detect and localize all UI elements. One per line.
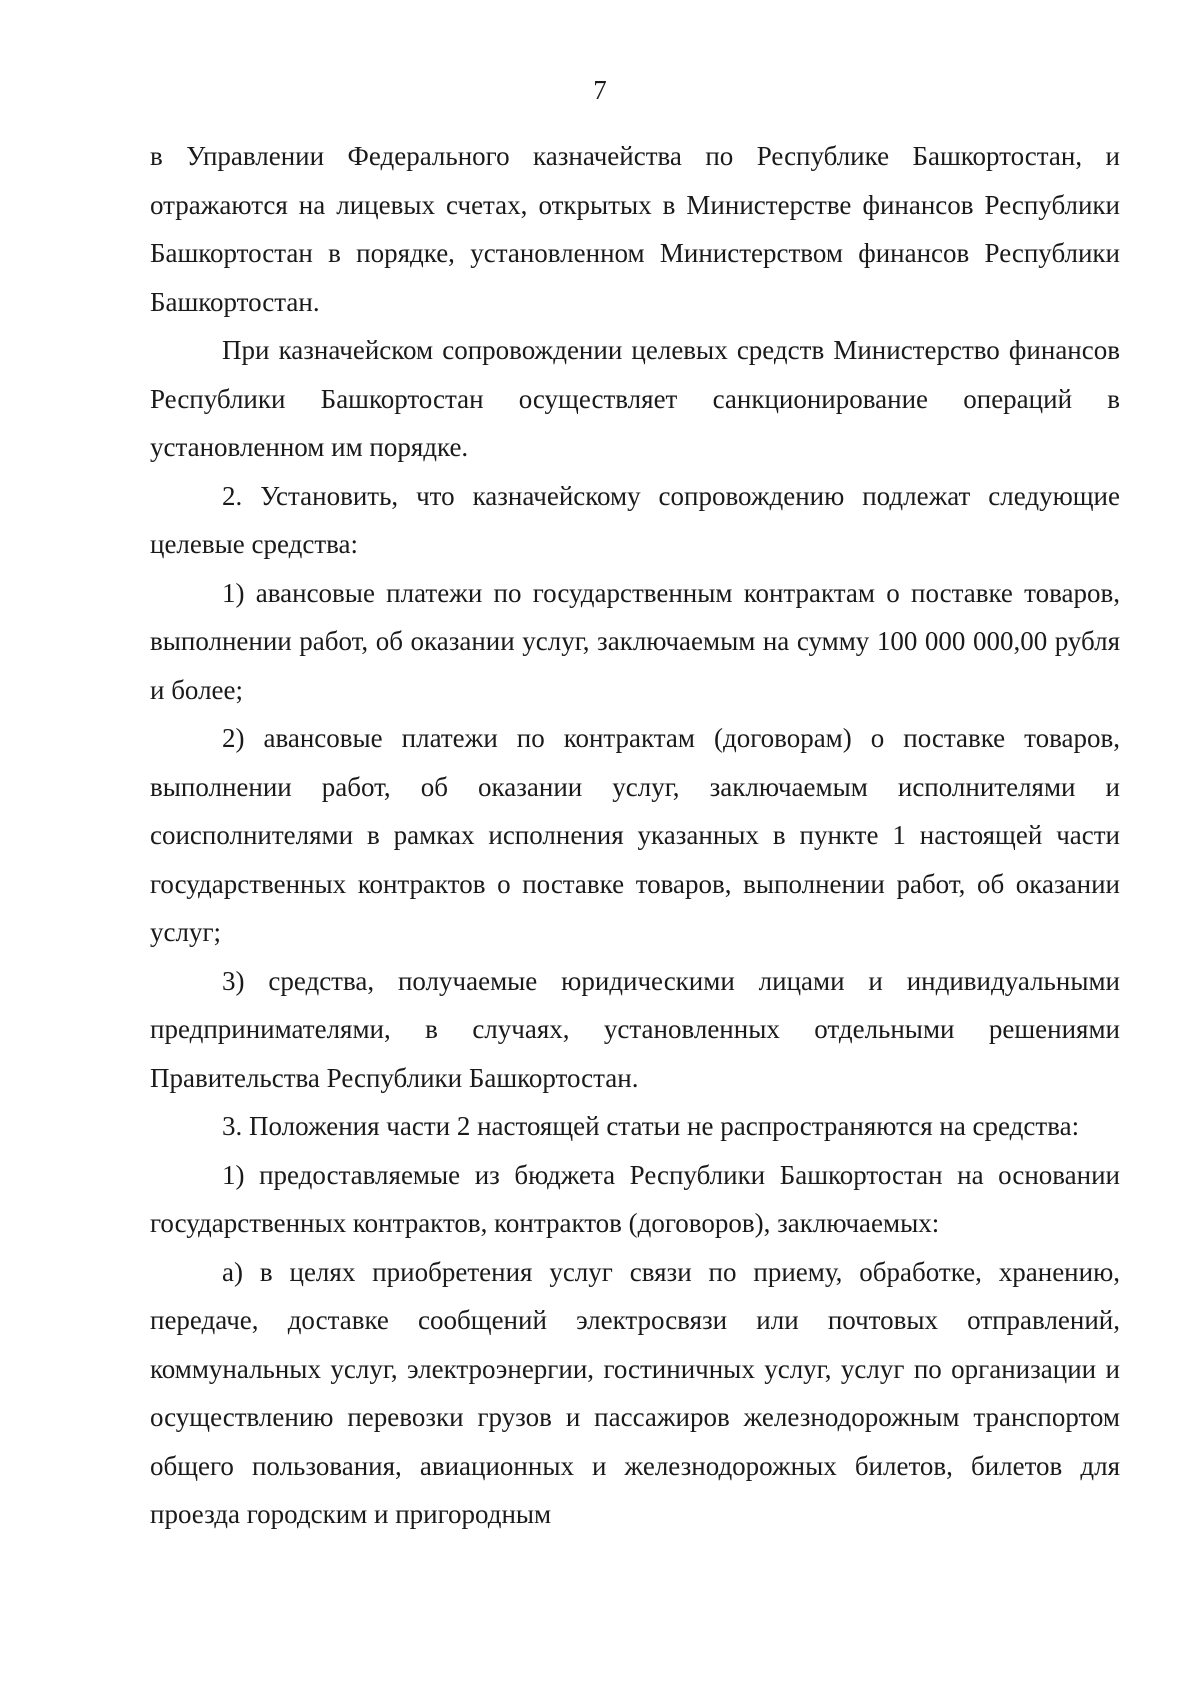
paragraph-part-3: 3. Положения части 2 настоящей статьи не распространяются на средства: xyxy=(222,1111,1080,1141)
paragraph-item-3: 3) средства, получаемые юридическими лицами и индивидуальными предпринимателями, в случаях, установленных отдельными решениями Правительства Республики Башкортостан. xyxy=(150,965,1120,1093)
paragraph-treasury-support: При казначейском сопровождении целевых средств Министерство финансов Республики Башкортостан осуществляет санкционирование операций в установленном им порядке. xyxy=(150,335,1120,462)
paragraph-item-1: 1) авансовые платежи по государственным контрактам о поставке товаров, выполнении работ, об оказании услуг, заключаемым на сумму 100 000 000,00 рубля и более; xyxy=(150,577,1120,705)
paragraph-part-2: 2. Установить, что казначейскому сопровождению подлежат следующие целевые средства: xyxy=(150,480,1120,559)
page-number: 7 xyxy=(593,75,607,105)
document-body xyxy=(150,132,1120,1539)
paragraph-subitem-a: а) в целях приобретения услуг связи по приему, обработке, хранению, передаче, доставке сообщений электросвязи или почтовых отправлений, коммунальных услуг, электроэнергии, гостиничных услуг, услуг по организации и осуществлению перевозки грузов и пассажиров железнодорожным транспортом общего пользования, авиационных и железнодорожных билетов, билетов для проезда городским и пригородным xyxy=(150,1256,1120,1529)
paragraph-part-3-item-1: 1) предоставляемые из бюджета Республики Башкортостан на основании государственных контрактов, контрактов (договоров), заключаемых: xyxy=(150,1159,1120,1238)
paragraph-continuation: в Управлении Федерального казначейства по Республике Башкортостан, и отражаются на лицевых счетах, открытых в Министерстве финансов Республики Башкортостан в порядке, установленном Министерством финансов Республики Башкортостан. xyxy=(150,141,1120,317)
paragraph-item-2: 2) авансовые платежи по контрактам (договорам) о поставке товаров, выполнении работ, об оказании услуг, заключаемым исполнителями и соисполнителями в рамках исполнения указанных в пункте 1 настоящей части государственных контрактов о поставке товаров, выполнении работ, об оказании услуг; xyxy=(150,723,1120,947)
